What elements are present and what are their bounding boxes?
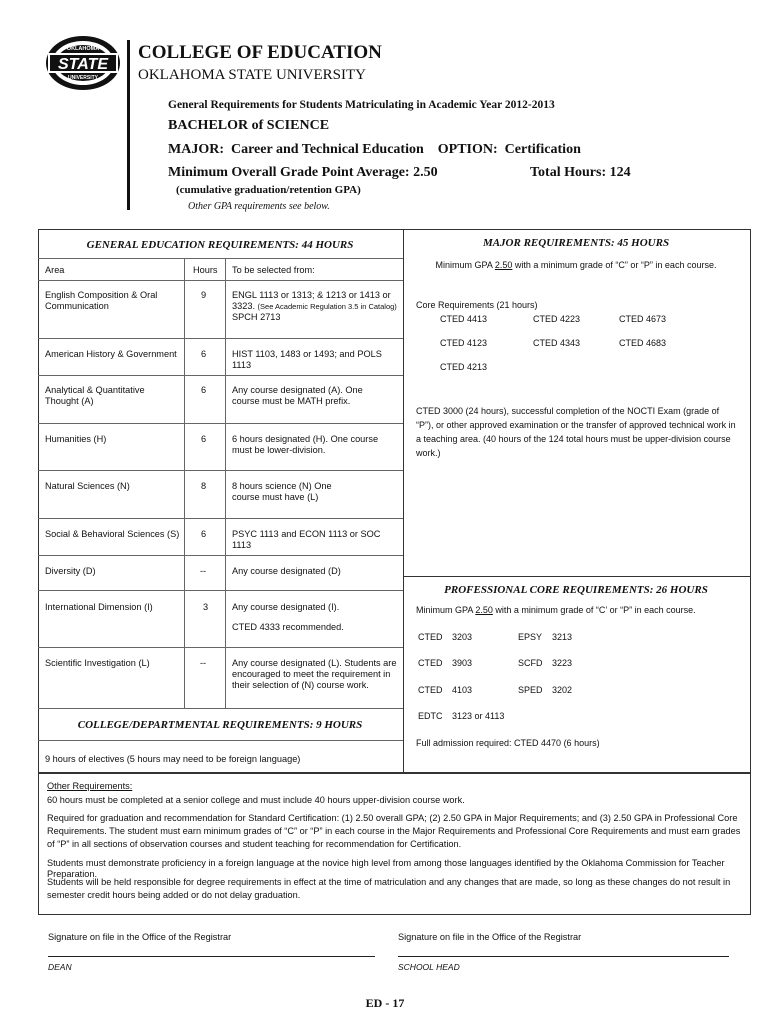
course-cted-4673: CTED 4673 [619,314,667,324]
prof-course: CTED [418,685,443,695]
other-p3: Students must demonstrate proficiency in a foreign language at the novice high level from among those languages identified by the Oklahoma Commission for Teacher Preparation. [47,858,725,879]
select-international-2: CTED 4333 recommended. [232,622,344,632]
other-gpa-note: Other GPA requirements see below. [188,201,330,212]
prof-course: SCFD [518,658,543,668]
min-gpa-line: Minimum Overall Grade Point Average: 2.50 [168,165,438,180]
header-divider [127,40,130,210]
area-humanities: Humanities (H) [45,434,107,444]
select-diversity: Any course designated (D) [232,566,341,576]
prof-course: 4103 [452,685,473,695]
osu-logo [44,34,122,92]
cumulative-note: (cumulative graduation/retention GPA) [176,184,361,196]
requirements-line: General Requirements for Students Matriculating in Academic Year 2012-2013 [168,99,555,111]
page-number: ED - 17 [365,996,405,1010]
prof-course: 3213 [552,632,573,642]
major-line: MAJOR: Career and Technical Education OPTION: Certification [168,142,581,157]
select-social: PSYC 1113 and ECON 1113 or SOC 1113 [232,529,381,550]
hours-analytical: 6 [201,385,207,395]
gen-ed-title: GENERAL EDUCATION REQUIREMENTS: 44 HOURS [86,239,354,251]
course-cted-4683: CTED 4683 [619,338,667,348]
svg-text:STATE: STATE [57,56,109,73]
hours-history: 6 [201,349,207,359]
course-cted-4123: CTED 4123 [440,338,488,348]
hours-international: 3 [203,602,209,612]
full-admission: Full admission required: CTED 4470 (6 hours) [416,738,600,748]
other-p1: 60 hours must be completed at a senior college and must include 40 hours upper-division course work. [47,795,465,805]
prof-course: EDTC [418,711,443,721]
prof-course: 3203 [452,632,473,642]
hours-diversity: -- [200,566,207,576]
area-natural: Natural Sciences (N) [45,481,130,491]
select-international: Any course designated (I). [232,602,340,612]
svg-text:UNIVERSITY: UNIVERSITY [67,75,99,81]
signature-right-line [398,956,729,957]
cted-3000: CTED 3000 (24 hours), successful completion of the NOCTI Exam (grade of “P”), or other approved examination or the transfer of approved technical work in a teaching area. (40 hours of the 124 total hours must be upper-division course work.) [416,406,736,458]
prof-core-title: PROFESSIONAL CORE REQUIREMENTS: 26 HOURS [444,584,708,596]
core-label: Core Requirements (21 hours) [416,300,538,310]
prof-course: 3202 [552,685,573,695]
area-social: Social & Behavioral Sciences (S) [45,529,180,539]
area-scientific: Scientific Investigation (L) [45,658,150,668]
prof-course: 3903 [452,658,473,668]
major-title: MAJOR REQUIREMENTS: 45 HOURS [482,237,670,249]
area-diversity: Diversity (D) [45,566,96,576]
course-cted-4213: CTED 4213 [440,362,488,372]
prof-course: CTED [418,658,443,668]
select-humanities: 6 hours designated (H). One course must be lower-division. [232,434,379,455]
college-dept-title: COLLEGE/DEPARTMENTAL REQUIREMENTS: 9 HOURS [77,719,363,731]
select-english: ENGL 1113 or 1313; & 1213 or 1413 or 3323. (See Academic Regulation 3.5 in Catalog) SPCH 2713 [232,290,397,322]
prof-course: CTED [418,632,443,642]
university-title: OKLAHOMA STATE UNIVERSITY [138,67,366,83]
select-history: HIST 1103, 1483 or 1493; and POLS 1113 [232,349,382,370]
area-history: American History & Government [45,349,177,359]
other-p2: Required for graduation and recommendation for Standard Certification: (1) 2.50 overall GPA; (2) 2.50 GPA in Major Requirements; and (3) 2.50 GPA in Professional Core Requirements. The student must earn minimum grades of “C” or “P” in each course in the Major Requirements and Professional Core Requirements and must earn grades of “P” in all sections of observation courses and student teaching for recommendation for Certification. [47,813,741,849]
major-gpa: Minimum GPA 2.50 with a minimum grade of “C” or “P” in each course. [435,260,717,270]
college-dept-text: 9 hours of electives (5 hours may need to be foreign language) [45,754,301,764]
select-scientific: Any course designated (L). Students are encouraged to meet the requirement in their selection of (N) course work. [232,658,397,690]
prof-course: 3123 or 4113 [452,711,505,721]
hours-natural: 8 [201,481,207,491]
prof-course: 3223 [552,658,573,668]
course-cted-4223: CTED 4223 [533,314,581,324]
area-english: English Composition & Oral Communication [45,290,158,311]
hours-scientific: -- [200,658,207,668]
select-natural: 8 hours science (N) One course must have (L) [232,481,332,502]
signature-left-line [48,956,375,957]
prof-course: SPED [518,685,543,695]
course-cted-4343: CTED 4343 [533,338,581,348]
prof-course: EPSY [518,632,543,642]
area-analytical: Analytical & Quantitative Thought (A) [45,385,145,406]
degree-title: BACHELOR of SCIENCE [168,118,330,133]
total-hours: Total Hours: 124 [530,165,631,180]
col-area: Area [45,265,65,275]
other-label: Other Requirements: [47,781,133,791]
prof-core-gpa: Minimum GPA 2.50 with a minimum grade of “C’ or “P” in each course. [416,605,696,615]
hours-social: 6 [201,529,207,539]
other-p4: Students will be held responsible for degree requirements in effect at the time of matriculation and any changes that are made, so long as these changes do not result in semester credit hours being added or do not delay graduation. [47,877,731,900]
college-title: COLLEGE OF EDUCATION [138,42,382,63]
col-select: To be selected from: [232,265,315,275]
col-hours: Hours [193,265,218,275]
school-head-label: SCHOOL HEAD [398,962,460,972]
course-cted-4413: CTED 4413 [440,314,488,324]
hours-humanities: 6 [201,434,207,444]
signature-left-label: Signature on file in the Office of the Registrar [48,932,232,942]
select-analytical: Any course designated (A). One course must be MATH prefix. [232,385,363,406]
signature-right-label: Signature on file in the Office of the Registrar [398,932,582,942]
hours-english: 9 [201,290,207,300]
svg-text:OKLAHOMA: OKLAHOMA [66,46,100,52]
area-international: International Dimension (I) [45,602,153,612]
dean-label: DEAN [48,962,72,972]
